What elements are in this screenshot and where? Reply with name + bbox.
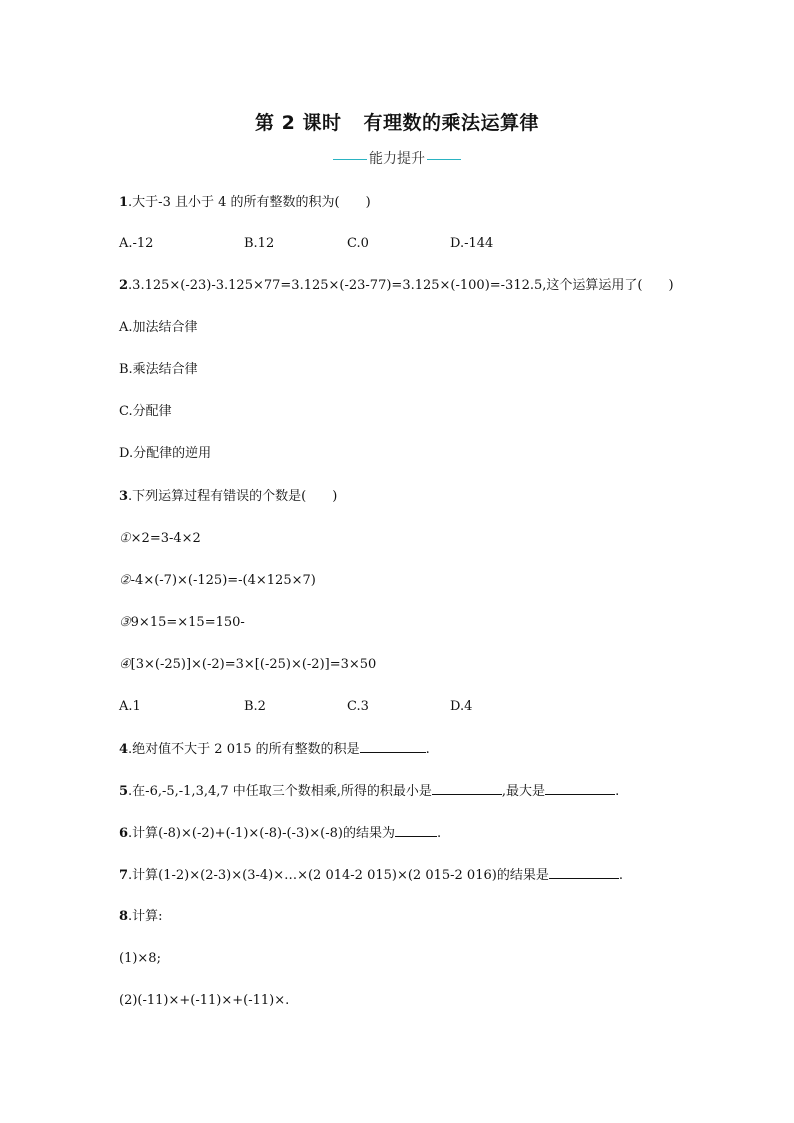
circled-number-2: ② [119,573,131,588]
section-label: 能力提升 [369,151,425,167]
statement-text: ×2=3-4×2 [130,531,201,546]
lesson-topic: 有理数的乘法运算律 [363,112,539,134]
question-1 [119,194,371,212]
option-d: D.4 [450,699,473,714]
statement-3 [119,614,245,632]
option-d: D.-144 [450,236,494,251]
question-text: .计算(-8)×(-2)+(-1)×(-8)-(-3)×(-8)的结果为 [128,826,395,841]
sub-question-1: (1)×8; [119,951,161,966]
statement-1 [119,530,201,548]
option-a: A.-12 [119,236,154,251]
option-a: A.加法结合律 [119,320,198,335]
question-text: .3.125×(-23)-3.125×77=3.125×(-23-77)=3.125×(-100)=-312.5,这个运算运用了( ) [128,278,674,293]
option-a: A.1 [119,699,141,714]
question-number: 6 [119,826,129,841]
answer-blank[interactable] [549,866,619,879]
question-number: 7 [119,868,129,883]
question-4 [119,740,430,759]
option-b: B.12 [244,236,275,251]
statement-text: 9×15=×15=150- [130,615,245,630]
question-3 [119,488,337,506]
circled-number-4: ④ [119,657,131,672]
question-2 [119,277,674,295]
option-c: C.0 [347,236,369,251]
question-6 [119,824,441,843]
question-text: .绝对值不大于 2 015 的所有整数的积是 [128,742,360,757]
heading-rule-right [427,159,461,160]
answer-blank-max[interactable] [545,782,615,795]
statement-2 [119,572,316,590]
question-8 [119,908,163,926]
question-number: 1 [119,195,129,210]
question-text: .计算(1-2)×(2-3)×(3-4)×…×(2 014-2 015)×(2 015-2 016)的结果是 [128,868,549,883]
question-number: 2 [119,278,129,293]
option-b: B.2 [244,699,266,714]
option-d: D.分配律的逆用 [119,446,212,461]
question-7 [119,866,623,885]
statement-text: -4×(-7)×(-125)=-(4×125×7) [130,573,316,588]
answer-blank[interactable] [395,824,437,837]
statement-text: [3×(-25)]×(-2)=3×[(-25)×(-2)]=3×50 [130,657,377,672]
question-number: 3 [119,489,129,504]
question-number: 5 [119,784,129,799]
question-number: 4 [119,742,129,757]
circled-number-1: ① [119,531,131,546]
question-text: .计算: [128,909,163,924]
answer-blank-min[interactable] [432,782,502,795]
section-heading [0,148,794,168]
answer-blank[interactable] [360,740,426,753]
question-text: .大于-3 且小于 4 的所有整数的积为( ) [128,195,371,210]
option-b: B.乘法结合律 [119,362,198,377]
question-number: 8 [119,909,129,924]
question-end: . [437,826,442,841]
question-text: .在-6,-5,-1,3,4,7 中任取三个数相乘,所得的积最小是 [128,784,432,799]
question-text-mid: ,最大是 [501,784,546,799]
page-title [0,108,794,135]
question-end: . [615,784,620,799]
question-5 [119,782,619,801]
option-c: C.3 [347,699,369,714]
question-end: . [425,742,430,757]
option-c: C.分配律 [119,404,172,419]
heading-rule-left [333,159,367,160]
question-text: .下列运算过程有错误的个数是( ) [128,489,338,504]
lesson-number: 第 2 课时 [255,112,342,134]
statement-4 [119,656,376,674]
circled-number-3: ③ [119,615,131,630]
question-end: . [618,868,623,883]
sub-question-2: (2)(-11)×+(-11)×+(-11)×. [119,993,290,1008]
